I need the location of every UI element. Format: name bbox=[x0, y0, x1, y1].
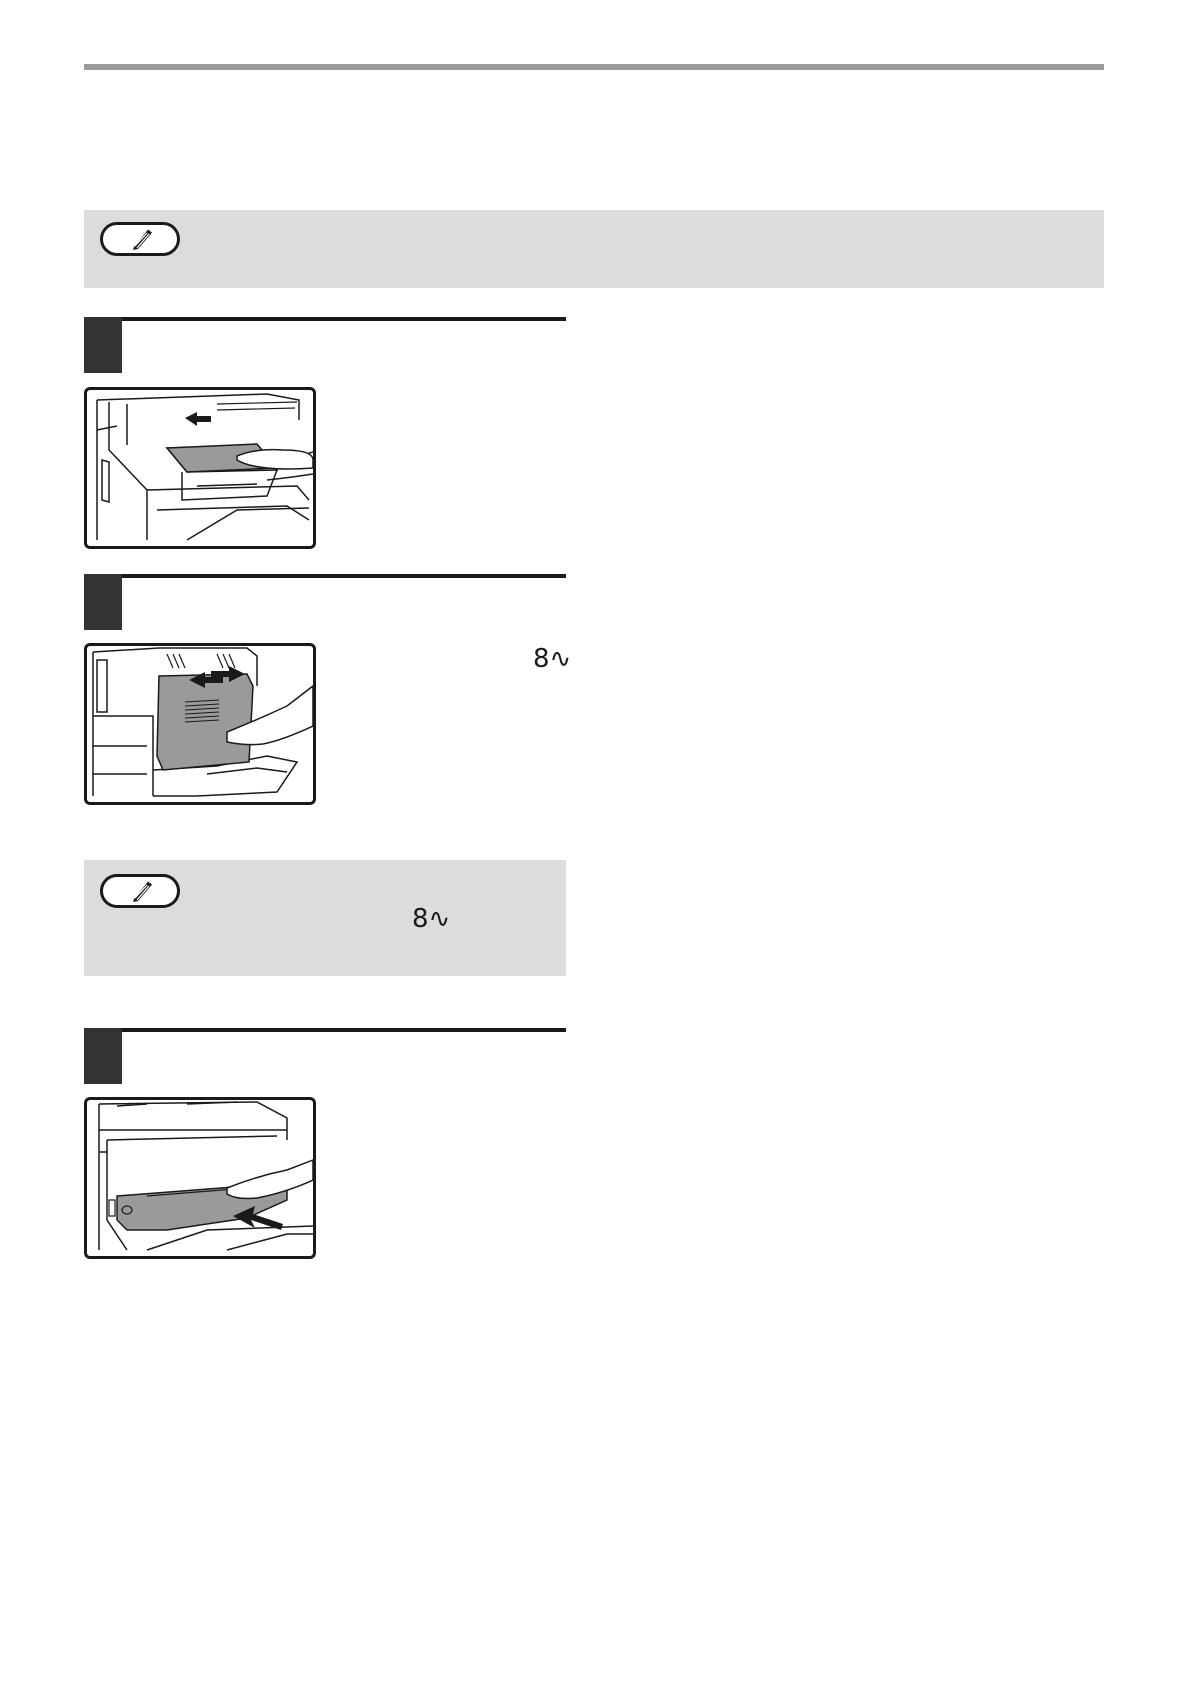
note-pencil-icon bbox=[100, 222, 180, 256]
header-rule bbox=[84, 64, 1104, 70]
step-3-number bbox=[84, 1028, 122, 1084]
tray-closing-illustration bbox=[84, 1097, 316, 1259]
step-2-rule bbox=[84, 574, 566, 578]
step-2-number bbox=[84, 574, 122, 630]
note-pencil-icon bbox=[100, 874, 180, 908]
note-box-top bbox=[84, 210, 1104, 288]
step-1-number bbox=[84, 317, 122, 373]
step-1-rule bbox=[84, 317, 566, 321]
misfeed-icon: 8∿ bbox=[412, 904, 451, 934]
note-box-middle bbox=[84, 860, 566, 976]
misfeed-icon: 8∿ bbox=[533, 644, 572, 674]
step-3-rule bbox=[84, 1028, 566, 1032]
side-cover-illustration bbox=[84, 643, 316, 805]
paper-tray-removal-illustration bbox=[84, 387, 316, 549]
